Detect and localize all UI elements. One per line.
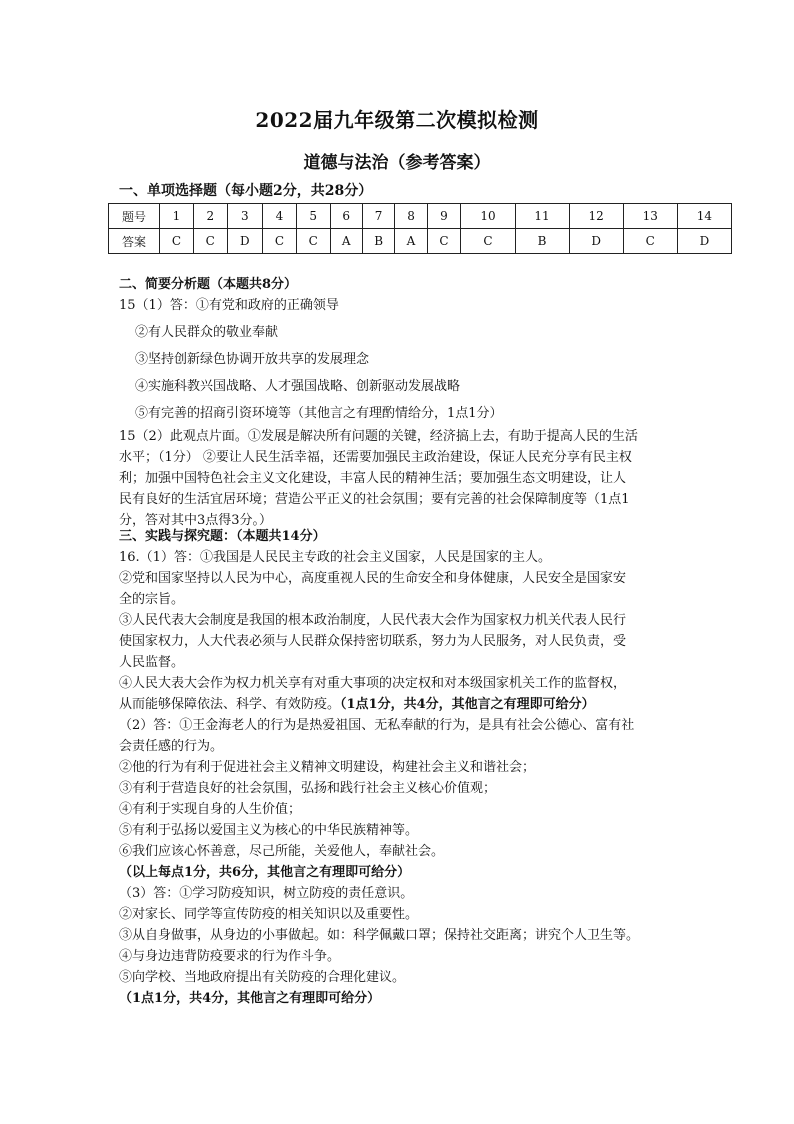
answer-line: ⑤有利于弘扬以爱国主义为核心的中华民族精神等。 — [119, 823, 419, 838]
table-cell: 2 — [193, 204, 227, 229]
table-cell: C — [262, 229, 296, 254]
answer-line: 16.（1）答：①我国是人民民主专政的社会主义国家，人民是国家的主人。 — [119, 550, 551, 565]
answer-line: 15（2）此观点片面。①发展是解决所有问题的关键，经济搞上去，有助于提高人民的生活 — [119, 429, 638, 444]
scoring-note: （1点1分，共4分，其他言之有理即可给分） — [340, 697, 595, 712]
answer-line: ②党和国家坚持以人民为中心，高度重视人民的生命安全和身体健康，人民安全是国家安 — [119, 571, 627, 586]
answer-line: 分，答对其中3点得3分。） — [119, 513, 273, 528]
table-cell: 13 — [623, 204, 677, 229]
answer-line: ②对家长、同学等宣传防疫的相关知识以及重要性。 — [119, 907, 419, 922]
answer-line: 使国家权力，人大代表必须与人民群众保持密切联系，努力为人民服务，对人民负责，受 — [119, 634, 627, 649]
answer-line: ④与身边违背防疫要求的行为作斗争。 — [119, 949, 341, 964]
scoring-note: （以上每点1分，共6分，其他言之有理即可给分） — [119, 865, 411, 880]
table-cell: 14 — [677, 204, 731, 229]
answer-line: ③人民代表大会制度是我国的根本政治制度，人民代表大会作为国家权力机关代表人民行 — [119, 613, 627, 628]
table-cell: D — [227, 229, 262, 254]
table-cell: 8 — [395, 204, 427, 229]
table-cell: 5 — [296, 204, 330, 229]
answer-line: ③坚持创新绿色协调开放共享的发展理念 — [135, 352, 370, 367]
answer-line: ⑤向学校、当地政府提出有关防疫的合理化建议。 — [119, 970, 406, 985]
answer-line: ③从自身做事，从身边的小事做起。如：科学佩戴口罩；保持社交距离；讲究个人卫生等。 — [119, 928, 640, 943]
answer-line: 利；加强中国特色社会主义文化建设，丰富人民的精神生活；要加强生态文明建设，让人 — [119, 471, 627, 486]
table-cell: B — [515, 229, 569, 254]
table-cell: 6 — [330, 204, 362, 229]
table-cell: 3 — [227, 204, 262, 229]
table-row-numbers — [109, 204, 732, 229]
page-title: 2022届九年级第二次模拟检测 — [255, 108, 539, 132]
table-cell: C — [193, 229, 227, 254]
answer-line: 人民监督。 — [119, 655, 185, 670]
section2-block — [119, 274, 679, 531]
section2-heading: 二、简要分析题（本题共8分） — [119, 277, 298, 292]
table-cell: D — [677, 229, 731, 254]
row-header-answer: 答案 — [109, 229, 160, 254]
section3-heading: 三、实践与探究题：（本题共14分） — [119, 529, 326, 544]
answer-line: 会责任感的行为。 — [119, 739, 224, 754]
table-cell: 4 — [262, 204, 296, 229]
table-cell: 11 — [515, 204, 569, 229]
table-cell: C — [296, 229, 330, 254]
table-row-answers — [109, 229, 732, 254]
section3-block — [119, 526, 679, 1009]
section1-heading: 一、单项选择题（每小题2分，共28分） — [119, 183, 373, 199]
answer-text: 从而能够保障依法、科学、有效防疫。 — [119, 697, 341, 712]
answer-line: 全的宗旨。 — [119, 592, 185, 607]
table-cell: B — [362, 229, 395, 254]
table-cell: C — [427, 229, 461, 254]
answer-table — [108, 203, 732, 254]
answer-line: ④人民大表大会作为权力机关享有对重大事项的决定权和对本级国家机关工作的监督权， — [119, 676, 627, 691]
scoring-note: （1点1分，共4分，其他言之有理即可给分） — [119, 991, 381, 1006]
table-cell: 12 — [569, 204, 623, 229]
table-cell: 10 — [461, 204, 515, 229]
answer-line: （3）答：①学习防疫知识，树立防疫的责任意识。 — [119, 886, 414, 901]
table-cell: C — [461, 229, 515, 254]
table-cell: 7 — [362, 204, 395, 229]
row-header-number: 题号 — [109, 204, 160, 229]
table-cell: A — [395, 229, 427, 254]
answer-line: ②他的行为有利于促进社会主义精神文明建设，构建社会主义和谐社会； — [119, 760, 536, 775]
table-cell: A — [330, 229, 362, 254]
answer-line: 15（1）答：①有党和政府的正确领导 — [119, 298, 339, 313]
table-cell: 1 — [160, 204, 194, 229]
answer-line: ④实施科教兴国战略、人才强国战略、创新驱动发展战略 — [135, 379, 461, 394]
answer-line — [119, 694, 679, 715]
table-cell: C — [160, 229, 194, 254]
answer-line: （2）答：①王金海老人的行为是热爱祖国、无私奉献的行为，是具有社会公德心、富有社 — [119, 718, 635, 733]
answer-line: ②有人民群众的敬业奉献 — [135, 325, 279, 340]
page-subtitle: 道德与法治（参考答案） — [303, 153, 491, 173]
table-cell: D — [569, 229, 623, 254]
answer-line: ④有利于实现自身的人生价值； — [119, 802, 302, 817]
answer-line: ⑤有完善的招商引资环境等（其他言之有理酌情给分，1点1分） — [135, 406, 503, 421]
answer-line: ③有利于营造良好的社会氛围，弘扬和践行社会主义核心价值观； — [119, 781, 497, 796]
answer-line: ⑥我们应该心怀善意，尽己所能，关爱他人，奉献社会。 — [119, 844, 445, 859]
table-cell: 9 — [427, 204, 461, 229]
answer-line: 水平；（1分） ②要让人民生活幸福，还需要加强民主政治建设，保证人民充分享有民主权 — [119, 450, 632, 465]
table-cell: C — [623, 229, 677, 254]
answer-line: 民有良好的生活宜居环境；营造公平正义的社会氛围；要有完善的社会保障制度等（1点1 — [119, 492, 630, 507]
